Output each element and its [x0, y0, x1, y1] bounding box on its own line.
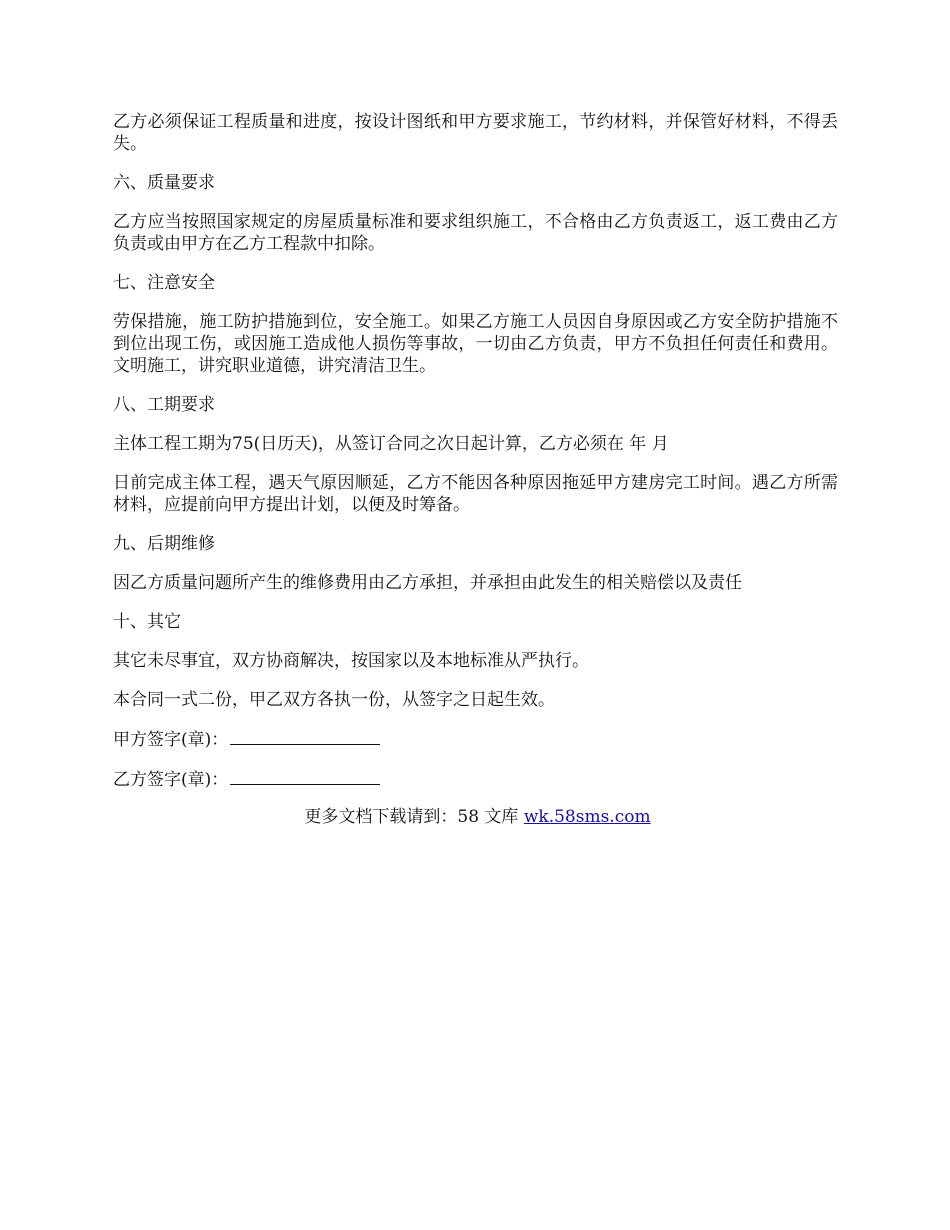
- heading-quality-requirements: 六、质量要求: [113, 173, 215, 193]
- paragraph-safety: 劳保措施，施工防护措施到位，安全施工。如果乙方施工人员因自身原因或乙方安全防护措施不到位出现工伤，或因施工造成他人损伤等事故，一切由乙方负责，甲方不负担任何责任和费用。文明施工，讲究职业道德，讲究清洁卫生。: [113, 312, 838, 376]
- signature-party-b-label: 乙方签字(章)：: [113, 770, 229, 790]
- heading-safety: 七、注意安全: [113, 273, 215, 293]
- paragraph-quality-standards: 乙方应当按照国家规定的房屋质量标准和要求组织施工，不合格由乙方负责返工，返工费由乙方负责或由甲方在乙方工程款中扣除。: [113, 212, 838, 254]
- paragraph-schedule-period: 主体工程工期为75(日历天)，从签订合同之次日起计算，乙方必须在 年 月: [113, 434, 669, 454]
- heading-other: 十、其它: [113, 612, 181, 632]
- paragraph-schedule-completion: 日前完成主体工程，遇天气原因顺延，乙方不能因各种原因拖延甲方建房完工时间。遇乙方所需材料，应提前向甲方提出计划，以便及时筹备。: [113, 473, 838, 515]
- signature-party-a-line: [230, 728, 380, 745]
- footer-link[interactable]: wk.58sms.com: [523, 807, 651, 827]
- paragraph-quality-progress: 乙方必须保证工程质量和进度，按设计图纸和甲方要求施工，节约材料，并保管好材料，不得丢失。: [113, 112, 838, 154]
- signature-party-b-line: [230, 768, 380, 785]
- footer: [113, 806, 838, 828]
- heading-maintenance: 九、后期维修: [113, 534, 215, 554]
- paragraph-copies: 本合同一式二份，甲乙双方各执一份，从签字之日起生效。: [113, 690, 555, 710]
- paragraph-maintenance: 因乙方质量问题所产生的维修费用由乙方承担，并承担由此发生的相关赔偿以及责任: [113, 573, 742, 593]
- signature-party-b: [113, 768, 838, 791]
- signature-party-a: [113, 728, 838, 751]
- footer-text: 更多文档下载请到：58 文库: [304, 807, 524, 827]
- signature-party-a-label: 甲方签字(章)：: [113, 730, 229, 750]
- heading-schedule: 八、工期要求: [113, 395, 215, 415]
- paragraph-other: 其它未尽事宜，双方协商解决，按国家以及本地标准从严执行。: [113, 651, 589, 671]
